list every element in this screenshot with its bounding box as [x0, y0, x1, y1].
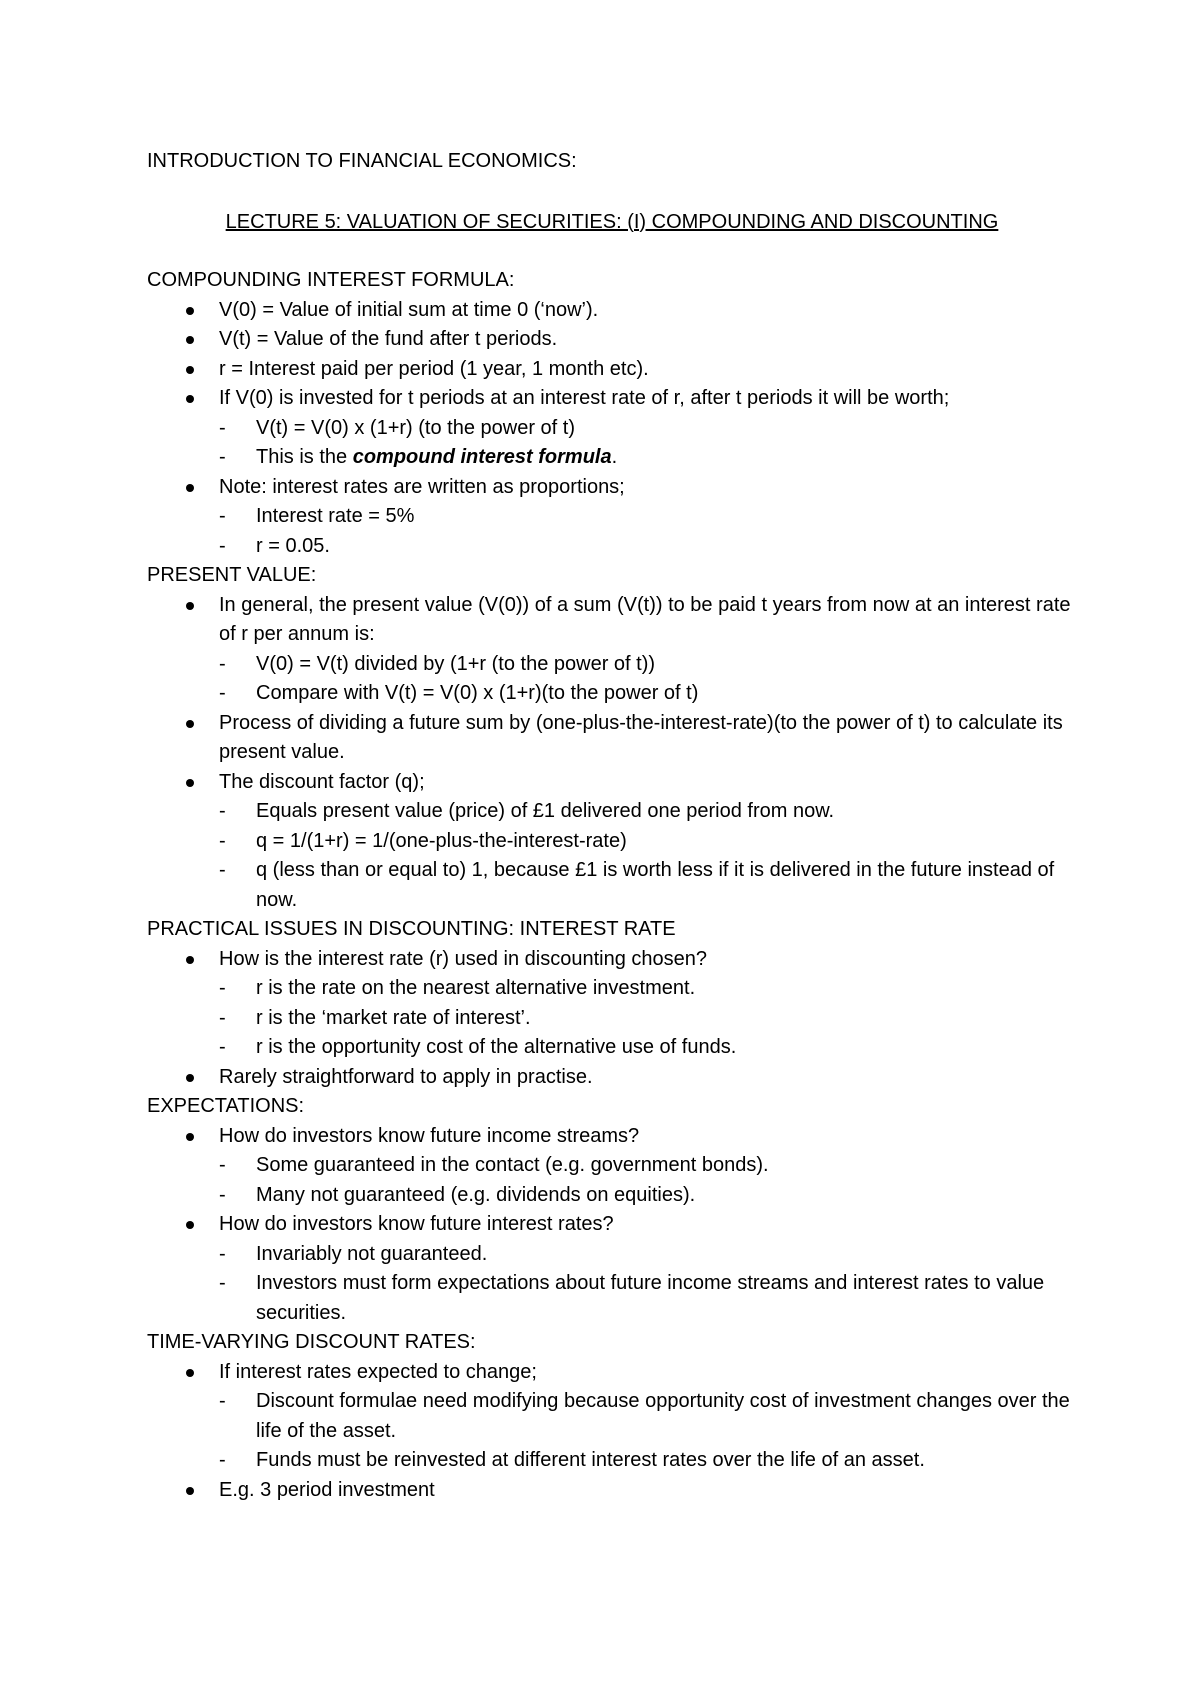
- sub-item: [219, 1033, 1077, 1063]
- sub-item-text: r is the rate on the nearest alternative investment.: [256, 977, 696, 999]
- sub-list: [219, 974, 1077, 1063]
- bullet-text: If interest rates expected to change;: [219, 1360, 537, 1383]
- sub-item-text: Equals present value (price) of £1 delivered one period from now.: [256, 800, 835, 822]
- dash-icon: -: [219, 682, 226, 704]
- sub-item: [219, 650, 1077, 680]
- bullet-dot-icon: [186, 366, 194, 374]
- document-content: [147, 147, 1077, 1505]
- sub-item-text: V(t) = V(0) x (1+r) (to the power of t): [256, 416, 575, 439]
- sub-item-text: Some guaranteed in the contact (e.g. government bonds).: [256, 1154, 769, 1176]
- sub-item: [219, 1004, 1077, 1034]
- sub-item-text: r is the opportunity cost of the alternative use of funds.: [256, 1036, 737, 1058]
- sub-item: [219, 1151, 1077, 1181]
- bullet-item: [147, 1063, 1077, 1093]
- bullet-text: E.g. 3 period investment: [219, 1478, 435, 1501]
- sub-item-text: r = 0.05.: [256, 534, 330, 557]
- section-heading: EXPECTATIONS:: [147, 1095, 305, 1117]
- dash-icon: -: [219, 1242, 226, 1265]
- dash-icon: -: [219, 1272, 226, 1294]
- dash-icon: -: [219, 446, 226, 468]
- sub-item: [219, 1269, 1077, 1328]
- bullet-item: [147, 296, 1077, 326]
- sub-item: [219, 1240, 1077, 1270]
- sub-list: [219, 1151, 1077, 1210]
- sub-item-text: r is the ‘market rate of interest’.: [256, 1006, 531, 1029]
- section-time-varying-rates: [147, 1328, 1077, 1505]
- dash-icon: -: [219, 977, 226, 999]
- sub-item-text: Funds must be reinvested at different interest rates over the life of an asset.: [256, 1449, 925, 1471]
- dash-icon: -: [219, 416, 226, 439]
- bullet-list: [147, 591, 1077, 916]
- bullet-text: How do investors know future income streams?: [219, 1124, 640, 1147]
- bullet-dot-icon: [186, 956, 194, 964]
- bullet-dot-icon: [186, 1369, 194, 1377]
- bullet-text: r = Interest paid per period (1 year, 1 month etc).: [219, 357, 649, 380]
- dash-icon: -: [219, 652, 226, 675]
- sub-item: [219, 1387, 1077, 1446]
- sub-item-text: Many not guaranteed (e.g. dividends on equities).: [256, 1183, 696, 1206]
- bullet-text: Note: interest rates are written as proportions;: [219, 475, 625, 498]
- section-compounding-interest: [147, 266, 1077, 561]
- dash-icon: -: [219, 1183, 226, 1206]
- sub-item-text: Discount formulae need modifying because opportunity cost of investment changes over the life of the asset.: [256, 1390, 1070, 1442]
- dash-icon: -: [219, 800, 226, 822]
- dash-icon: -: [219, 534, 226, 557]
- sub-item: [219, 827, 1077, 857]
- sub-item: [219, 414, 1077, 444]
- emphasized-term: compound interest formula: [352, 446, 612, 468]
- sub-list: [219, 650, 1077, 709]
- bullet-text: How do investors know future interest rates?: [219, 1213, 614, 1235]
- bullet-dot-icon: [186, 1221, 194, 1229]
- sub-item-text: Compare with V(t) = V(0) x (1+r)(to the power of t): [256, 682, 699, 704]
- sub-list: [219, 1387, 1077, 1476]
- section-heading: TIME-VARYING DISCOUNT RATES:: [147, 1331, 476, 1353]
- sub-item: [219, 974, 1077, 1004]
- sub-item: [219, 679, 1077, 709]
- sub-item: [219, 797, 1077, 827]
- bullet-list: [147, 1358, 1077, 1506]
- bullet-text: Process of dividing a future sum by (one-plus-the-interest-rate)(to the power of t) to calculate its present value.: [219, 711, 1063, 763]
- sub-item-suffix: .: [611, 446, 618, 468]
- dash-icon: -: [219, 505, 226, 527]
- sub-item: [219, 532, 1077, 562]
- section-heading: PRACTICAL ISSUES IN DISCOUNTING: INTEREST RATE: [147, 918, 676, 940]
- bullet-item: [147, 591, 1077, 709]
- bullet-item: [147, 325, 1077, 355]
- bullet-dot-icon: [186, 720, 194, 728]
- document-title: INTRODUCTION TO FINANCIAL ECONOMICS:: [147, 150, 577, 172]
- sub-item-text: q = 1/(1+r) = 1/(one-plus-the-interest-rate): [256, 829, 627, 852]
- bullet-list: [147, 945, 1077, 1093]
- sub-item-text: Invariably not guaranteed.: [256, 1242, 488, 1265]
- bullet-item: [147, 1122, 1077, 1211]
- bullet-dot-icon: [186, 779, 194, 787]
- sub-item-prefix: This is the: [256, 446, 353, 468]
- sub-item-text: Interest rate = 5%: [256, 505, 415, 527]
- bullet-dot-icon: [186, 1074, 194, 1082]
- bullet-item: [147, 355, 1077, 385]
- sub-item-text: q (less than or equal to) 1, because £1 is worth less if it is delivered in the future instead of now.: [256, 859, 1055, 911]
- bullet-item: [147, 384, 1077, 473]
- dash-icon: -: [219, 859, 226, 881]
- lecture-subtitle: LECTURE 5: VALUATION OF SECURITIES: (I) COMPOUNDING AND DISCOUNTING: [225, 210, 999, 233]
- section-heading: PRESENT VALUE:: [147, 564, 317, 586]
- bullet-item: [147, 1210, 1077, 1328]
- section-expectations: [147, 1092, 1077, 1328]
- sub-list: [219, 1240, 1077, 1329]
- sub-item: [219, 1181, 1077, 1211]
- bullet-text: The discount factor (q);: [219, 770, 425, 793]
- bullet-item: [147, 1358, 1077, 1476]
- bullet-text: If V(0) is invested for t periods at an interest rate of r, after t periods it will be worth;: [219, 387, 950, 409]
- sub-item-text: V(0) = V(t) divided by (1+r (to the power of t)): [256, 652, 656, 675]
- sub-list: [219, 502, 1077, 561]
- bullet-item: [147, 1476, 1077, 1506]
- bullet-item: [147, 709, 1077, 768]
- sub-item: [219, 1446, 1077, 1476]
- bullet-list: [147, 296, 1077, 562]
- bullet-text: V(0) = Value of initial sum at time 0 (‘now’).: [219, 298, 599, 321]
- sub-item: [219, 443, 1077, 473]
- dash-icon: -: [219, 1154, 226, 1176]
- sub-list: [219, 414, 1077, 473]
- section-present-value: [147, 561, 1077, 915]
- dash-icon: -: [219, 1036, 226, 1058]
- bullet-dot-icon: [186, 484, 194, 492]
- bullet-dot-icon: [186, 336, 194, 344]
- dash-icon: -: [219, 1449, 226, 1471]
- bullet-dot-icon: [186, 602, 194, 610]
- sub-item: [219, 502, 1077, 532]
- section-heading: COMPOUNDING INTEREST FORMULA:: [147, 269, 515, 291]
- bullet-dot-icon: [186, 307, 194, 315]
- dash-icon: -: [219, 1390, 226, 1412]
- sub-item-text: Investors must form expectations about future income streams and interest rates to value securities.: [256, 1272, 1045, 1324]
- bullet-list: [147, 1122, 1077, 1329]
- sub-list: [219, 797, 1077, 915]
- bullet-dot-icon: [186, 1133, 194, 1141]
- bullet-item: [147, 473, 1077, 562]
- bullet-text: In general, the present value (V(0)) of a sum (V(t)) to be paid t years from now at an interest rate of r per annum is:: [219, 593, 1071, 645]
- bullet-text: V(t) = Value of the fund after t periods.: [219, 328, 558, 350]
- dash-icon: -: [219, 829, 226, 852]
- bullet-dot-icon: [186, 1487, 194, 1495]
- bullet-item: [147, 768, 1077, 916]
- dash-icon: -: [219, 1006, 226, 1029]
- bullet-item: [147, 945, 1077, 1063]
- bullet-text: Rarely straightforward to apply in practise.: [219, 1065, 593, 1088]
- bullet-dot-icon: [186, 395, 194, 403]
- sub-item: [219, 856, 1077, 915]
- section-practical-issues: [147, 915, 1077, 1092]
- bullet-text: How is the interest rate (r) used in discounting chosen?: [219, 947, 708, 970]
